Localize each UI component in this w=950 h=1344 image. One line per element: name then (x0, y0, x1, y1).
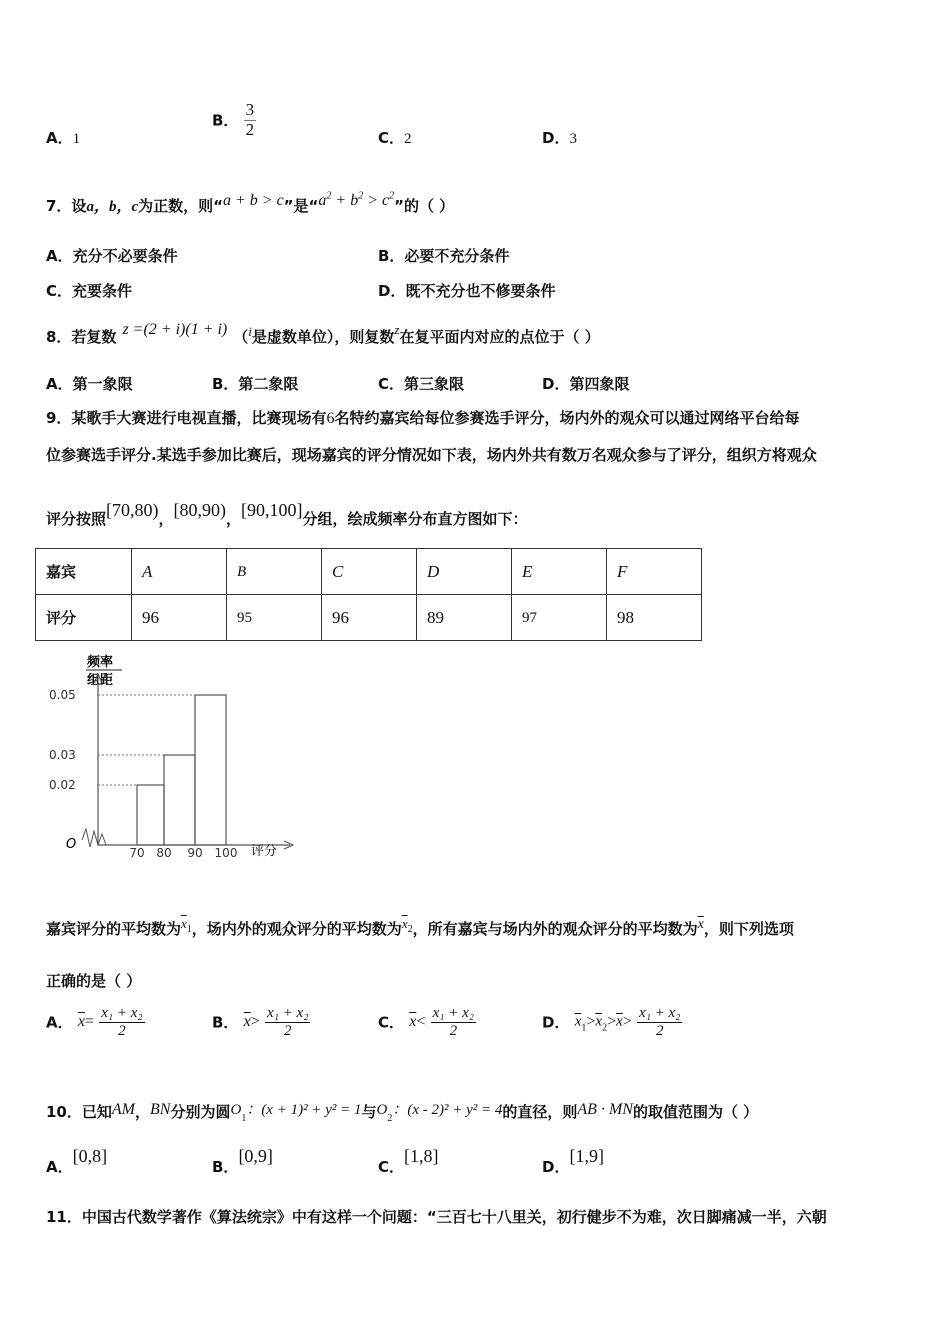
fraction: $\frac{\text{x₁ + x₂}}{2}$ (432, 1005, 474, 1039)
fraction: $\frac{\text{x₁ + x₂}}{2}$ (267, 1005, 309, 1039)
q9-option-d: D． $\overline{x}_1>\overline{x}_2>\overline{x}>$ $\frac{\text{x₁ + x₂}}{2}$ (542, 1005, 681, 1039)
q9-means-line: 嘉宾评分的平均数为$\overline{x}_1$，场内外的观众评分的平均数为$\overline{x}_2$，所有嘉宾与场内外的观众评分的平均数为$\overline{x}$，则下列选项 (46, 916, 794, 938)
x-tick-label: 100 (214, 846, 238, 860)
q6-option-d: D．3 (542, 129, 577, 147)
fraction: $\frac{3}{2}$ (245, 100, 255, 139)
q7-option-c: C．充要条件 (46, 282, 133, 300)
table-cell: 98 (607, 595, 702, 641)
table-cell: B (227, 549, 322, 595)
q8-stem: 8．若复数 z =(2 + i)(1 + i) （i是虚数单位），则复数z在复平面内对应的点位于（ ） (46, 321, 600, 346)
table-cell: 96 (322, 595, 417, 641)
q9-line1: 9．某歌手大赛进行电视直播，比赛现场有6名特约嘉宾给每位参赛选手评分，场内外的观众可以通过网络平台给每 (46, 409, 800, 427)
table-header-cell: 评分 (36, 595, 132, 641)
table-cell: E (512, 549, 607, 595)
q7-option-a: A．充分不必要条件 (46, 247, 178, 265)
axis-break-icon (82, 829, 106, 847)
y-tick-label: 0.05 (49, 688, 76, 702)
origin-label: O (66, 837, 77, 852)
histogram-bar (195, 695, 226, 845)
q8-option-c: C．第三象限 (378, 375, 465, 393)
table-cell: F (607, 549, 702, 595)
q9-line2: 位参赛选手评分.某选手参加比赛后，现场嘉宾的评分情况如下表，场内外共有数万名观众参与了评分，组织方将观众 (46, 446, 817, 464)
q10-stem: 10．已知AM，BN分别为圆$O_1$：(x + 1)² + y² = 1与$O_2$：(x - 2)² + y² = 4的直径，则AB · MN的取值范围为（ ） (46, 1101, 759, 1124)
q11-stem: 11．中国古代数学著作《算法统宗》中有这样一个问题：“三百七十八里关，初行健步不为难，次日脚痛减一半，六朝 (46, 1208, 827, 1226)
frequency-histogram (40, 650, 300, 865)
x-tick-label: 80 (156, 846, 172, 860)
table-cell: 97 (512, 595, 607, 641)
y-axis-label-top: 频率 (87, 655, 114, 670)
y-axis-label-bottom: 组距 (87, 673, 114, 688)
table-cell: 96 (132, 595, 227, 641)
q7-option-d: D．既不充分也不修要条件 (378, 282, 556, 300)
x-axis-label: 评分 (251, 844, 278, 859)
q8-option-a: A．第一象限 (46, 375, 133, 393)
q7-stem: 7．设a，b，c为正数，则“a + b > c”是“$a^2 + b^2 > c^2$”的（ ） (46, 190, 455, 215)
histogram-bar (164, 755, 195, 845)
q9-option-a: A． $\overline{x}=$ $\frac{\text{x₁ + x₂}}{2}$ (46, 1005, 143, 1039)
x-tick-label: 90 (187, 846, 203, 860)
q9-line5: 正确的是（ ） (46, 972, 142, 990)
fraction: $\frac{\text{x₁ + x₂}}{2}$ (639, 1005, 681, 1039)
table-cell: 95 (227, 595, 322, 641)
q9-option-c: C． $\overline{x}<$ $\frac{\text{x₁ + x₂}}{2}$ (378, 1005, 474, 1039)
q10-option-b: B．[0,9] (212, 1146, 273, 1176)
q9-line3: 评分按照[70,80)，[80,90)，[90,100]分组，绘成频率分布直方图如下： (46, 500, 528, 528)
histogram-bar (137, 785, 164, 845)
table-header-cell: 嘉宾 (36, 549, 132, 595)
q6-option-c: C．2 (378, 129, 412, 147)
judge-score-table (35, 548, 702, 641)
table-cell: A (132, 549, 227, 595)
q6-option-b: B． $\frac{3}{2}$ (212, 100, 255, 139)
q9-option-b: B． $\overline{x}>$ $\frac{\text{x₁ + x₂}}{2}$ (212, 1005, 309, 1039)
q8-option-b: B．第二象限 (212, 375, 299, 393)
q6-option-a: A．1 (46, 129, 81, 147)
q10-option-d: D．[1,9] (542, 1146, 604, 1176)
table-cell: C (322, 549, 417, 595)
q10-option-a: A．[0,8] (46, 1146, 108, 1176)
table-cell: D (417, 549, 512, 595)
table-row (36, 549, 702, 595)
q7-option-b: B．必要不充分条件 (378, 247, 510, 265)
y-tick-label: 0.03 (49, 748, 76, 762)
table-row (36, 595, 702, 641)
q8-option-d: D．第四象限 (542, 375, 630, 393)
y-tick-label: 0.02 (49, 778, 76, 792)
table-cell: 89 (417, 595, 512, 641)
q10-option-c: C．[1,8] (378, 1146, 439, 1176)
fraction: $\frac{\text{x₁ + x₂}}{2}$ (101, 1005, 143, 1039)
x-tick-label: 70 (129, 846, 145, 860)
